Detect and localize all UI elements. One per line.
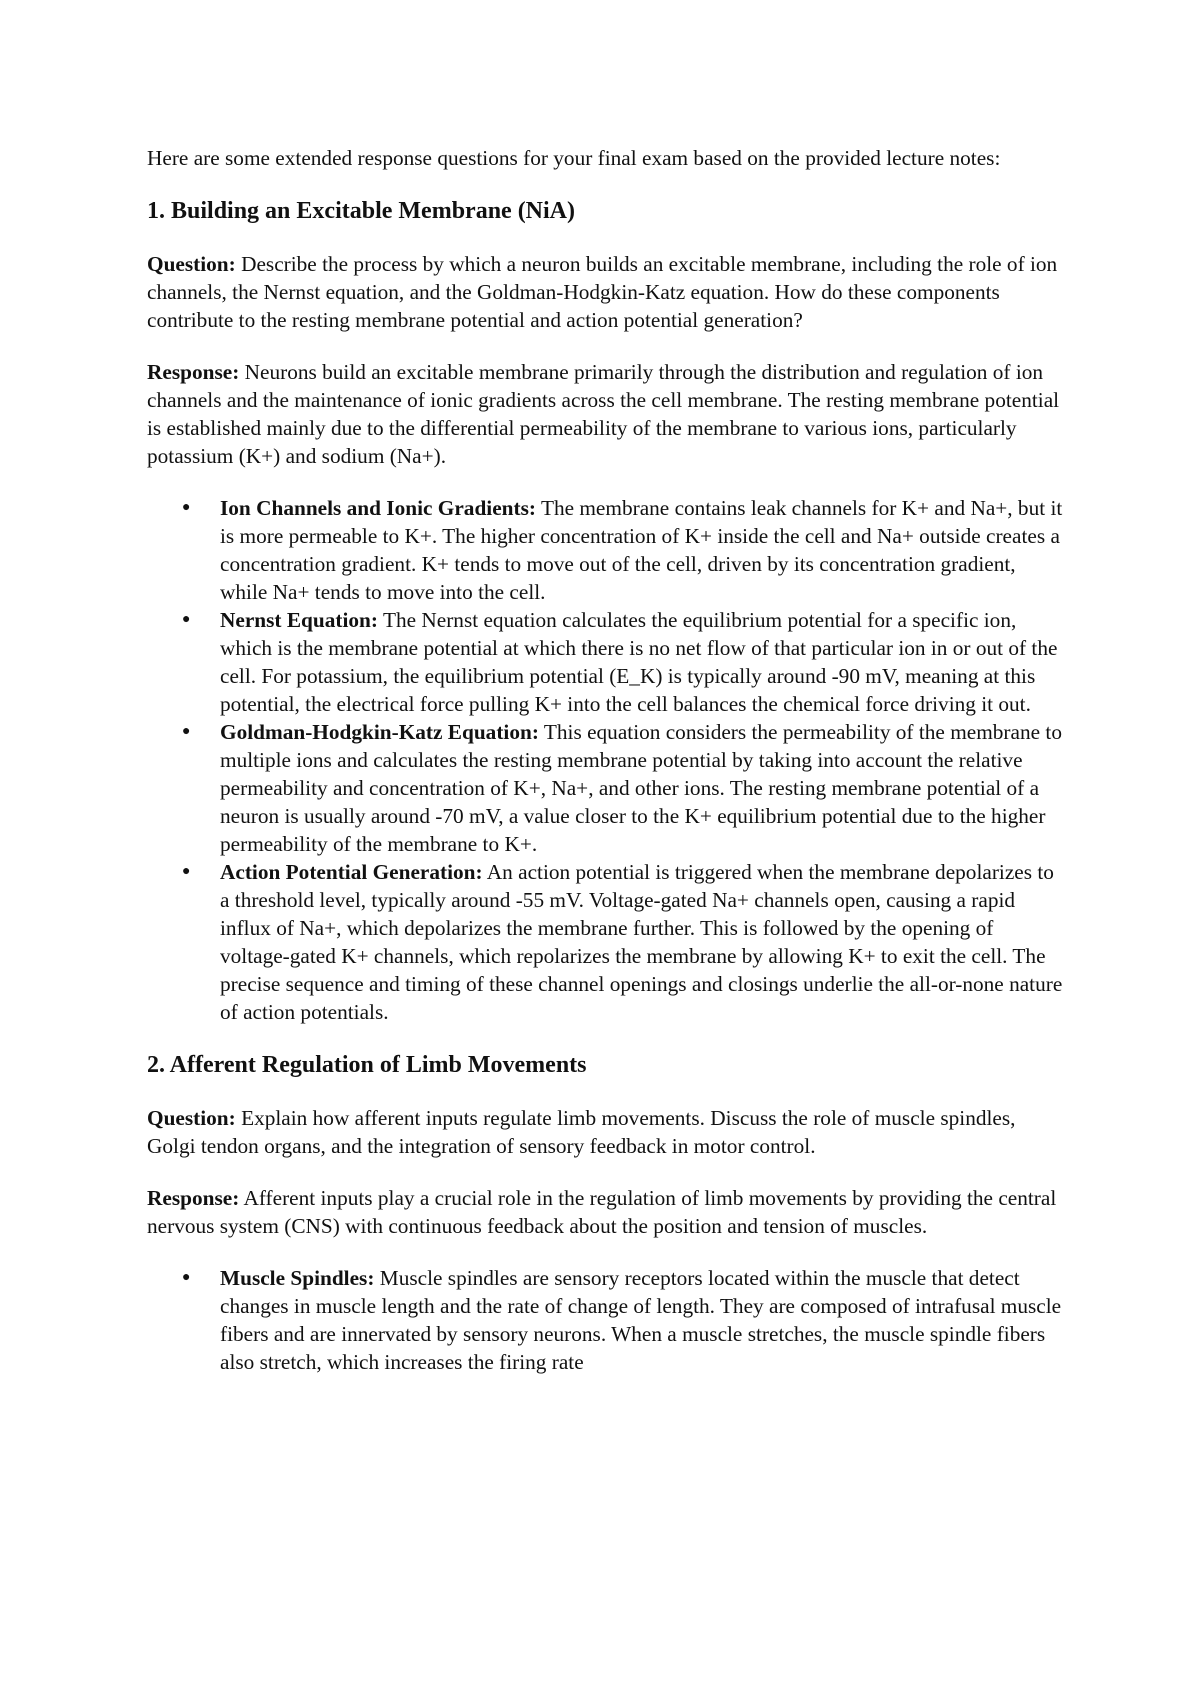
section-2-response [147,1184,1067,1240]
bullet-term: Ion Channels and Ionic Gradients: [220,496,536,520]
response-text: Afferent inputs play a crucial role in the regulation of limb movements by providing the central nervous system (CNS) with continuous feedback about the position and tension of muscles. [147,1186,1057,1238]
question-text: Describe the process by which a neuron builds an excitable membrane, including the role of ion channels, the Nernst equation, and the Goldman-Hodgkin-Katz equation. How do these components contribute to the resting membrane potential and action potential generation? [147,252,1058,332]
question-label: Question: [147,252,236,276]
bullet-icon: ● [182,724,191,739]
bullet-text: This equation considers the permeability of the membrane to multiple ions and calculates the resting membrane potential by taking into account the relative permeability and concentration of K+, Na+, and other ions. The resting membrane potential of a neuron is usually around -70 mV, a value closer to the K+ equilibrium potential due to the higher permeability of the membrane to K+. [220,720,1062,856]
response-label: Response: [147,1186,240,1210]
bullet-term: Goldman-Hodgkin-Katz Equation: [220,720,539,744]
response-text: Neurons build an excitable membrane primarily through the distribution and regulation of ion channels and the maintenance of ionic gradients across the cell membrane. The resting membrane potential is established mainly due to the differential permeability of the membrane to various ions, particularly potassium (K+) and sodium (Na+). [147,360,1060,468]
list-item [182,606,1067,718]
document-page [147,144,1067,1400]
section-2 [147,1050,1067,1376]
list-item [182,718,1067,858]
section-1-response [147,358,1067,470]
bullet-icon: ● [182,864,191,879]
bullet-text: The Nernst equation calculates the equilibrium potential for a specific ion, which is the membrane potential at which there is no net flow of that particular ion in or out of the cell. For potassium, the equilibrium potential (E_K) is typically around -90 mV, meaning at this potential, the electrical force pulling K+ into the cell balances the chemical force driving it out. [220,608,1058,716]
section-1 [147,196,1067,1026]
bullet-icon: ● [182,1270,191,1285]
list-item [182,494,1067,606]
bullet-text: The membrane contains leak channels for K+ and Na+, but it is more permeable to K+. The higher concentration of K+ inside the cell and Na+ outside creates a concentration gradient. K+ tends to move out of the cell, driven by its concentration gradient, while Na+ tends to move into the cell. [220,496,1063,604]
list-item [182,858,1067,1026]
section-1-heading: 1. Building an Excitable Membrane (NiA) [147,198,576,224]
bullet-term: Muscle Spindles: [220,1266,375,1290]
bullet-text: Muscle spindles are sensory receptors located within the muscle that detect changes in muscle length and the rate of change of length. They are composed of intrafusal muscle fibers and are innervated by sensory neurons. When a muscle stretches, the muscle spindle fibers also stretch, which increases the firing rate [220,1266,1062,1374]
bullet-term: Nernst Equation: [220,608,378,632]
section-2-heading: 2. Afferent Regulation of Limb Movements [147,1052,587,1078]
section-2-bullet-list [147,1264,1067,1376]
bullet-icon: ● [182,500,191,515]
intro-paragraph: Here are some extended response questions for your final exam based on the provided lecture notes: [147,146,1001,170]
section-2-question [147,1104,1067,1160]
bullet-text: An action potential is triggered when the membrane depolarizes to a threshold level, typically around -55 mV. Voltage-gated Na+ channels open, causing a rapid influx of Na+, which depolarizes the membrane further. This is followed by the opening of voltage-gated K+ channels, which repolarizes the membrane by allowing K+ to exit the cell. The precise sequence and timing of these channel openings and closings underlie the all-or-none nature of action potentials. [220,860,1063,1024]
bullet-icon: ● [182,612,191,627]
list-item [182,1264,1067,1376]
question-label: Question: [147,1106,236,1130]
section-1-question [147,250,1067,334]
bullet-term: Action Potential Generation: [220,860,483,884]
question-text: Explain how afferent inputs regulate limb movements. Discuss the role of muscle spindles, Golgi tendon organs, and the integration of sensory feedback in motor control. [147,1106,1016,1158]
section-1-bullet-list [147,494,1067,1026]
response-label: Response: [147,360,240,384]
